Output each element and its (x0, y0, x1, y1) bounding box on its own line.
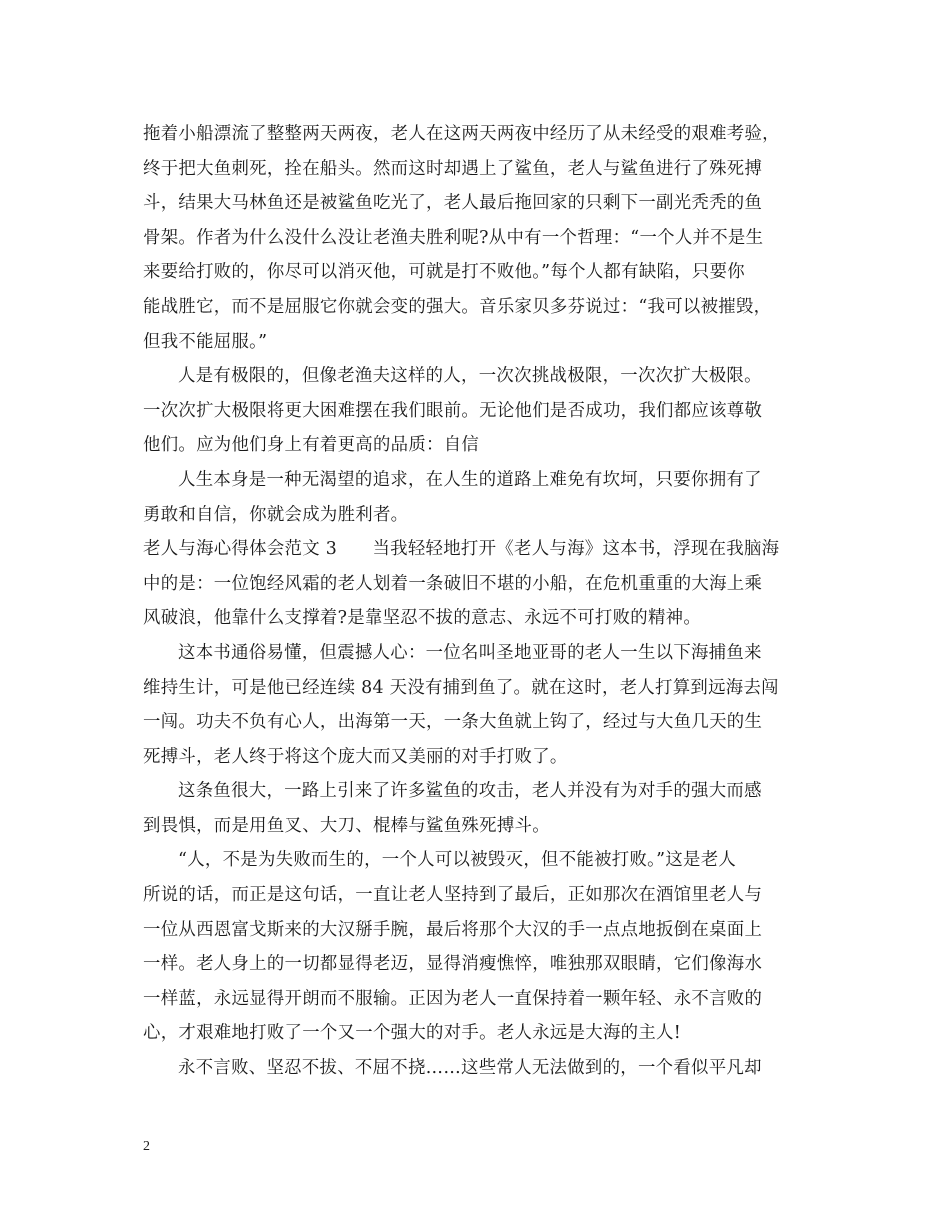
paragraph-first-line: 这条鱼很大，一路上引来了许多鲨鱼的攻击，老人并没有为对手的强大而感 (178, 781, 762, 802)
section-heading-line: 老人与海心得体会范文 3 当我轻轻地打开《老人与海》这本书，浮现在我脑海 (143, 539, 780, 560)
page-number: 2 (143, 1139, 150, 1154)
text-line: 一样。老人身上的一切都显得老迈，显得消瘦憔悴，唯独那双眼睛，它们像海水 (143, 954, 763, 975)
text-line: 维持生计，可是他已经连续 84 天没有捕到鱼了。就在这时，老人打算到远海去闯 (143, 677, 779, 698)
paragraph-first-line: 人是有极限的，但像老渔夫这样的人，一次次挑战极限，一次次扩大极限。 (178, 366, 762, 387)
paragraph-first-line: 这本书通俗易懂，但震撼人心：一位名叫圣地亚哥的老人一生以下海捕鱼来 (178, 642, 762, 663)
text-line: 勇敢和自信，你就会成为胜利者。 (143, 504, 409, 525)
text-line: 骨架。作者为什么没什么没让老渔夫胜利呢?从中有一个哲理：“一个人并不是生 (143, 227, 764, 248)
text-line: 心，才艰难地打败了一个又一个强大的对手。老人永远是大海的主人! (143, 1023, 682, 1044)
text-line: 一闯。功夫不负有心人，出海第一天，一条大鱼就上钩了，经过与大鱼几天的生 (143, 712, 763, 733)
text-line: 所说的话，而正是这句话，一直让老人坚持到了最后，正如那次在酒馆里老人与 (143, 885, 763, 906)
text-line: 死搏斗，老人终于将这个庞大而又美丽的对手打败了。 (143, 746, 568, 767)
text-line: 中的是：一位饱经风霜的老人划着一条破旧不堪的小船，在危机重重的大海上乘 (143, 573, 763, 594)
document-body (143, 117, 838, 1086)
text-line: 拖着小船漂流了整整两天两夜，老人在这两天两夜中经历了从未经受的艰难考验， (143, 124, 780, 144)
text-line: 终于把大鱼刺死，拴在船头。然而这时却遇上了鲨鱼，老人与鲨鱼进行了殊死搏 (143, 158, 763, 179)
text-line: 一位从西恩富戈斯来的大汉掰手腕，最后将那个大汉的手一点点地扳倒在桌面上 (143, 919, 763, 940)
paragraph-first-line: 人生本身是一种无渴望的追求，在人生的道路上难免有坎坷，只要你拥有了 (178, 469, 762, 490)
text-line: 一样蓝，永远显得开朗而不服输。正因为老人一直保持着一颗年轻、永不言败的 (143, 988, 763, 1009)
text-line: 他们。应为他们身上有着更高的品质：自信 (143, 435, 480, 456)
text-line: 来要给打败的，你尽可以消灭他，可就是打不败他。”每个人都有缺陷，只要你 (143, 262, 745, 283)
text-line: 一次次扩大极限将更大困难摆在我们眼前。无论他们是否成功，我们都应该尊敬 (143, 400, 763, 421)
paragraph-first-line: “人，不是为失败而生的，一个人可以被毁灭，但不能被打败。”这是老人 (178, 850, 737, 871)
text-line: 风破浪，他靠什么支撑着?是靠坚忍不拔的意志、永远不可打败的精神。 (143, 608, 702, 629)
paragraph-first-line: 永不言败、坚忍不拔、不屈不挠……这些常人无法做到的，一个看似平凡却 (178, 1058, 762, 1079)
text-line: 但我不能屈服。” (143, 331, 268, 352)
text-line: 能战胜它，而不是屈服它你就会变的强大。音乐家贝多芬说过：“我可以被摧毁， (143, 296, 772, 317)
text-line: 斗，结果大马林鱼还是被鲨鱼吃光了，老人最后拖回家的只剩下一副光秃秃的鱼 (143, 193, 763, 214)
text-line: 到畏惧，而是用鱼叉、大刀、棍棒与鲨鱼殊死搏斗。 (143, 815, 550, 836)
